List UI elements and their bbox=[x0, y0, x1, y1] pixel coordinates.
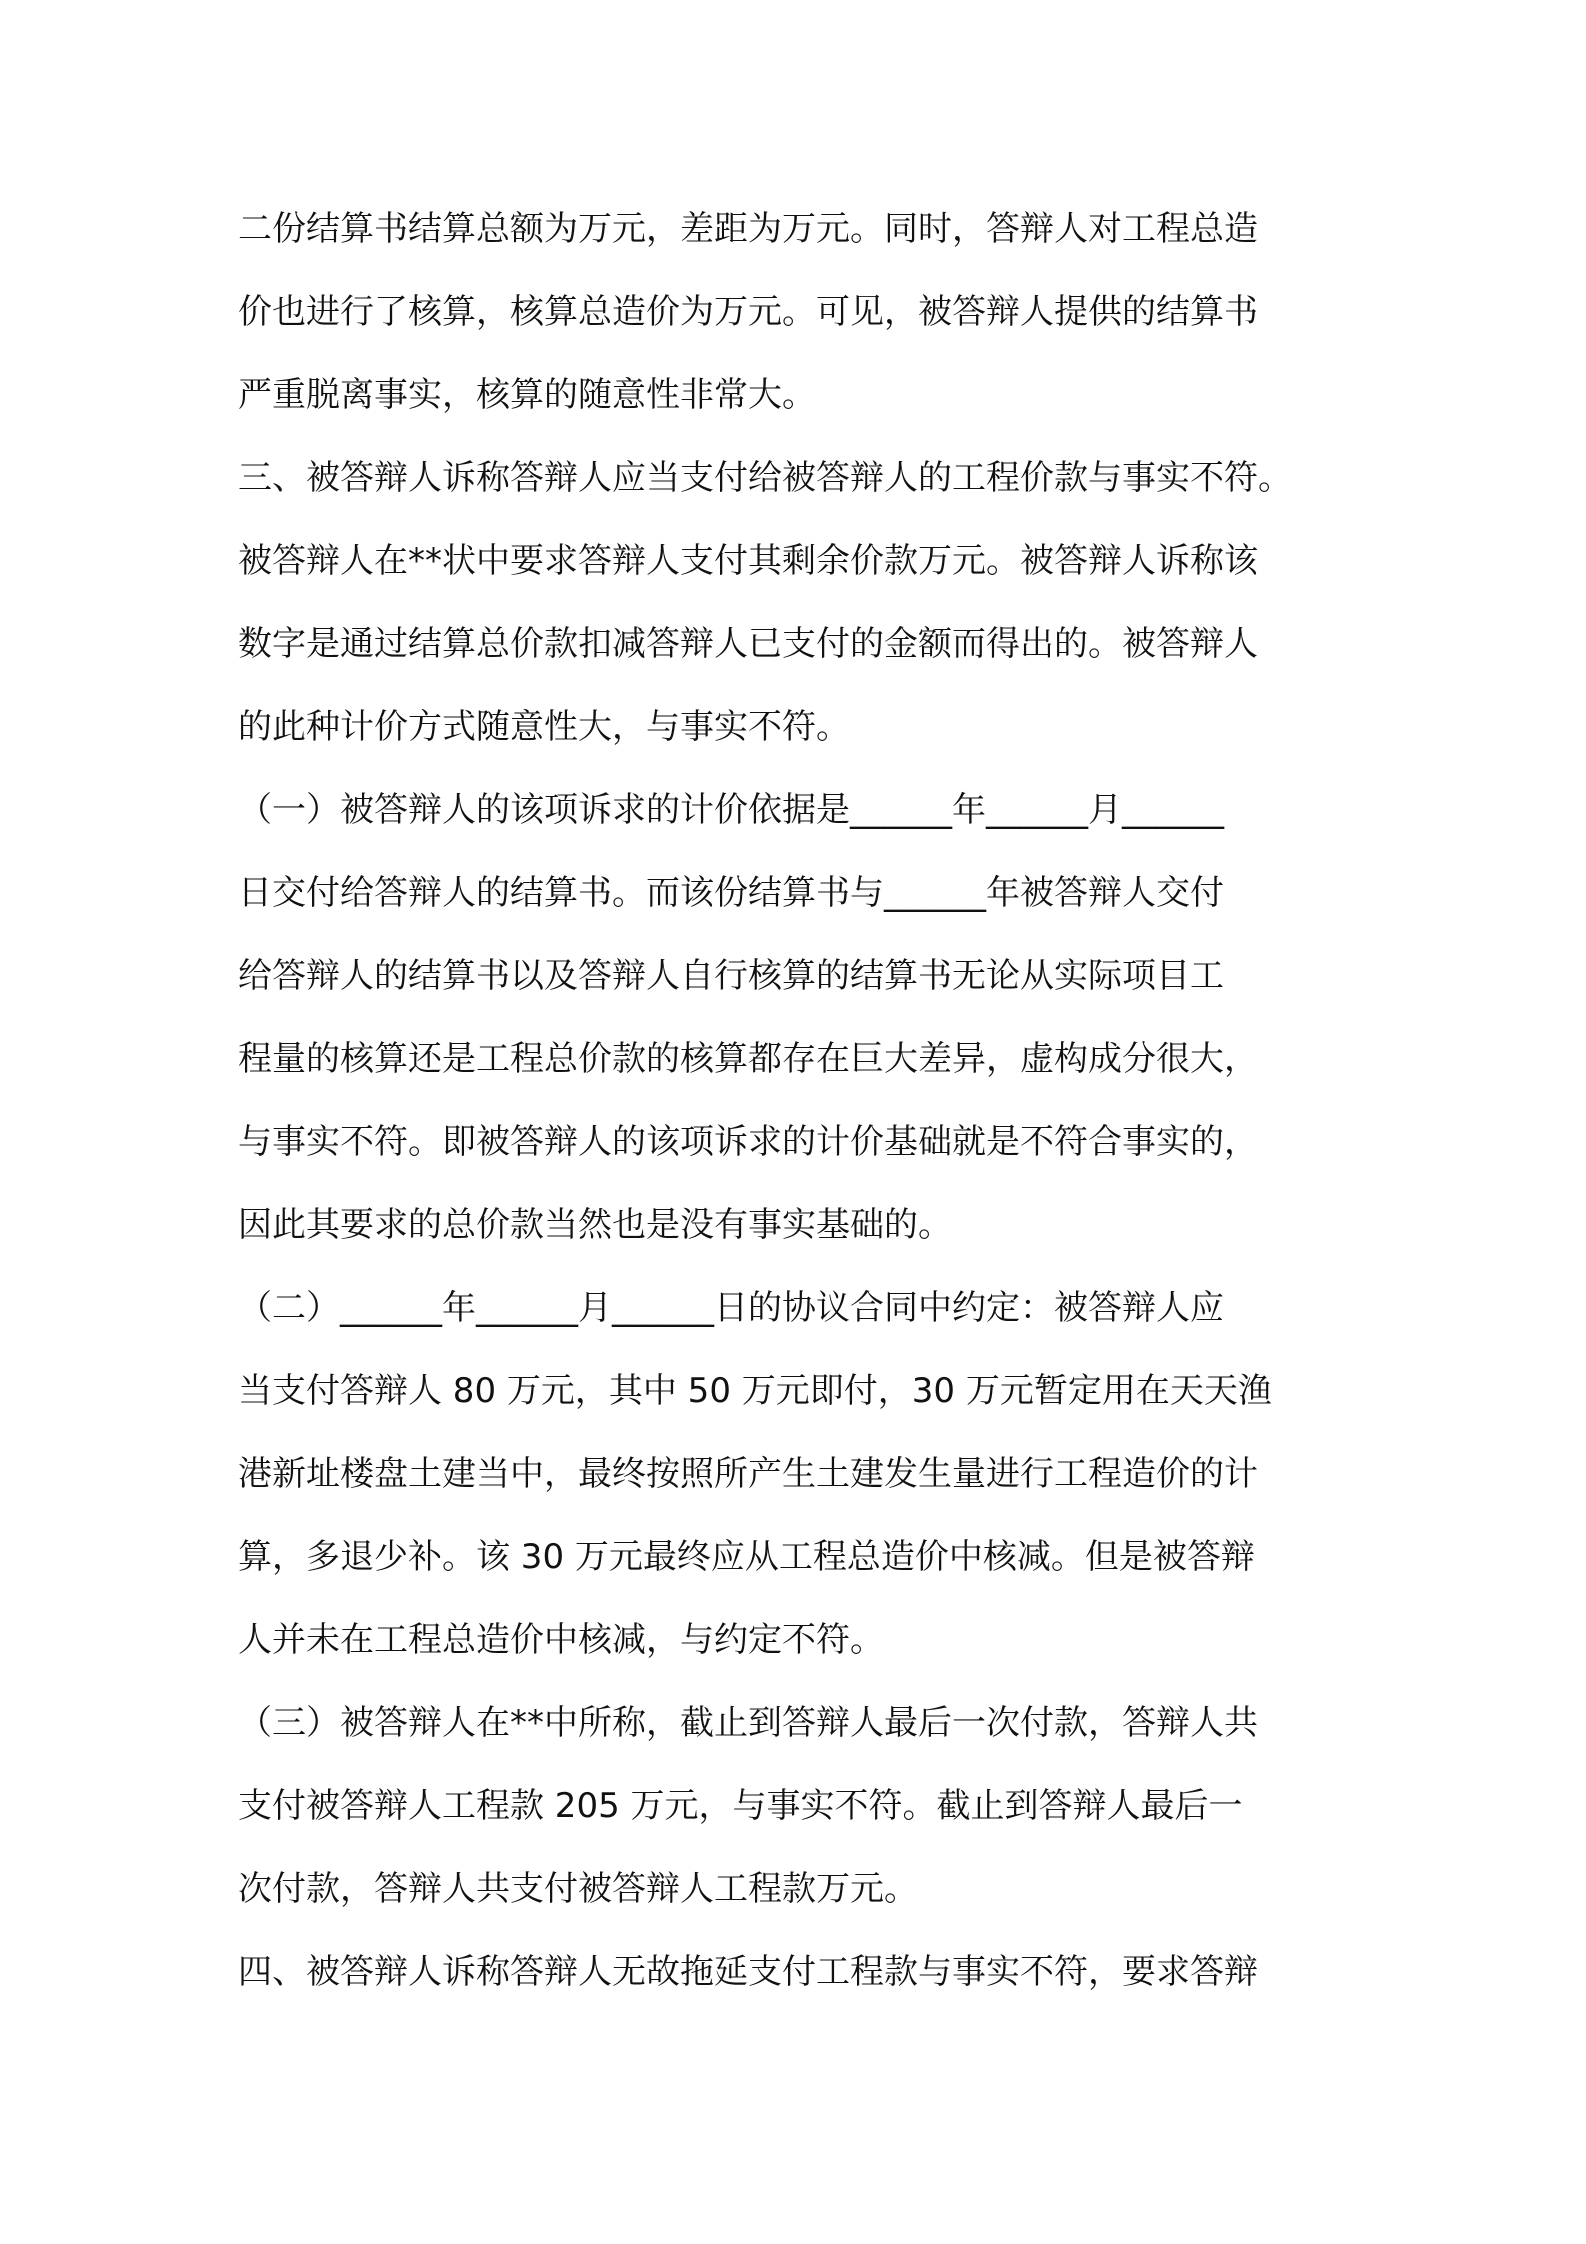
subsection-line: （三）被答辩人在**中所称，截止到答辩人最后一次付款，答辩人共 bbox=[238, 1703, 1258, 1743]
subsection-line: （一）被答辩人的该项诉求的计价依据是______年______月______ bbox=[238, 790, 1224, 830]
text-line: 价也进行了核算，核算总造价为万元。可见，被答辩人提供的结算书 bbox=[238, 292, 1258, 332]
text-line: 的此种计价方式随意性大，与事实不符。 bbox=[238, 707, 850, 747]
text-line: 因此其要求的总价款当然也是没有事实基础的。 bbox=[238, 1205, 952, 1245]
text-line: 支付被答辩人工程款 205 万元，与事实不符。截止到答辩人最后一 bbox=[238, 1786, 1243, 1826]
text-line: 二份结算书结算总额为万元，差距为万元。同时，答辩人对工程总造 bbox=[238, 209, 1258, 249]
text-line: 次付款，答辩人共支付被答辩人工程款万元。 bbox=[238, 1869, 918, 1909]
text-line: 港新址楼盘土建当中，最终按照所产生土建发生量进行工程造价的计 bbox=[238, 1454, 1258, 1494]
text-line: 人并未在工程总造价中核减，与约定不符。 bbox=[238, 1620, 884, 1660]
document-body bbox=[238, 188, 1358, 2014]
text-line: 严重脱离事实，核算的随意性非常大。 bbox=[238, 375, 816, 415]
text-line: 当支付答辩人 80 万元，其中 50 万元即付，30 万元暂定用在天天渔 bbox=[238, 1371, 1272, 1411]
text-line: 与事实不符。即被答辩人的该项诉求的计价基础就是不符合事实的， bbox=[238, 1122, 1258, 1162]
text-line: 程量的核算还是工程总价款的核算都存在巨大差异，虚构成分很大， bbox=[238, 1039, 1258, 1079]
text-line: 算，多退少补。该 30 万元最终应从工程总造价中核减。但是被答辩 bbox=[238, 1537, 1255, 1577]
section-heading: 四、被答辩人诉称答辩人无故拖延支付工程款与事实不符，要求答辩 bbox=[238, 1952, 1258, 1992]
text-line: 被答辩人在**状中要求答辩人支付其剩余价款万元。被答辩人诉称该 bbox=[238, 541, 1258, 581]
subsection-line: （二）______年______月______日的协议合同中约定：被答辩人应 bbox=[238, 1288, 1224, 1328]
text-line: 数字是通过结算总价款扣减答辩人已支付的金额而得出的。被答辩人 bbox=[238, 624, 1258, 664]
section-heading: 三、被答辩人诉称答辩人应当支付给被答辩人的工程价款与事实不符。 bbox=[238, 458, 1292, 498]
text-line: 日交付给答辩人的结算书。而该份结算书与______年被答辩人交付 bbox=[238, 873, 1224, 913]
text-line: 给答辩人的结算书以及答辩人自行核算的结算书无论从实际项目工 bbox=[238, 956, 1224, 996]
